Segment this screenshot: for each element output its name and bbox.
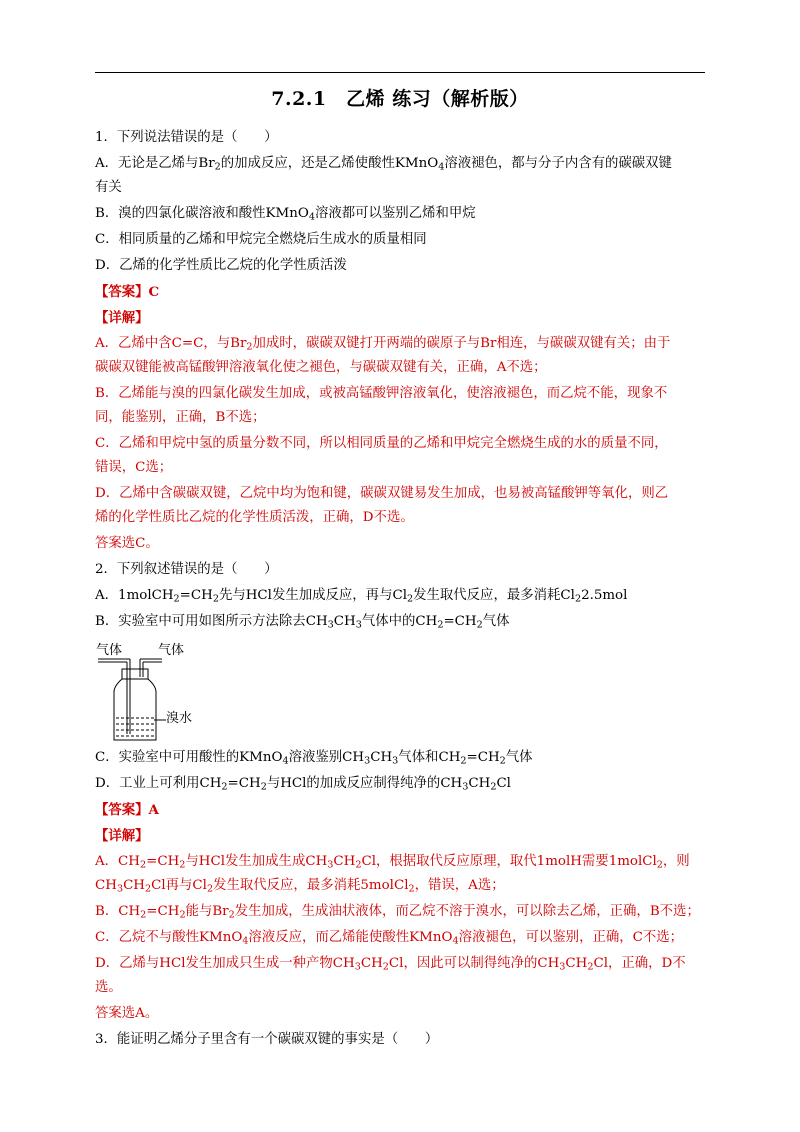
q2-explain-c: C．乙烷不与酸性KMnO$_4$溶液反应，而乙烯能使酸性KMnO$_4$溶液褪色，可以鉴别，正确，C不选； — [95, 930, 684, 947]
q1-option-d: D．乙烯的化学性质比乙烷的化学性质活泼 — [95, 258, 347, 273]
figure-gas-out-label: 气体 — [158, 643, 185, 658]
q2-option-a: A．$1molCH_2=CH_2$先与HCl发生加成反应，再与$Cl_2$发生取代反应，最多消耗$Cl_22.5mol$ — [95, 588, 628, 605]
q2-final-answer: 答案选A。 — [95, 1006, 159, 1021]
header-rule — [95, 72, 705, 73]
q1-final-answer: 答案选C。 — [95, 536, 159, 551]
figure-gas-in-label: 气体 — [96, 643, 123, 658]
gas-washing-bottle-figure — [96, 642, 206, 742]
q3-stem: 3．能证明乙烯分子里含有一个碳碳双键的事实是（ ） — [95, 1032, 439, 1047]
q2-explain-b: B．$CH_2=CH_2$能与$Br_2$发生加成，生成油状液体，而乙烷不溶于溴水，可以除去乙烯，正确，B不选； — [95, 904, 700, 921]
q1-explain-c-cont: 错误，C选； — [95, 460, 173, 475]
q1-detail-heading: 【详解】 — [95, 310, 149, 326]
q2-stem: 2．下列叙述错误的是（ ） — [95, 562, 278, 577]
q2-option-d: D．工业上可利用$CH_2=CH_2$与HCl的加成反应制得纯净的$CH_3CH_2Cl$ — [95, 776, 511, 793]
figure-bromine-water-label: 溴水 — [166, 711, 193, 726]
q2-explain-d-cont: 选。 — [95, 980, 122, 995]
q1-option-b: B．溴的四氯化碳溶液和酸性KMnO$_4$溶液都可以鉴别乙烯和甲烷 — [95, 206, 476, 223]
q1-explain-b: B．乙烯能与溴的四氯化碳发生加成，或被高锰酸钾溶液氧化，使溶液褪色，而乙烷不能，现象不 — [95, 386, 668, 401]
q1-explain-c: C．乙烯和甲烷中氢的质量分数不同，所以相同质量的乙烯和甲烷完全燃烧生成的水的质量不同， — [95, 436, 668, 451]
q1-option-a: A．无论是乙烯与$Br_2$的加成反应，还是乙烯使酸性KMnO$_4$溶液褪色，都与分子内含有的碳碳双键 — [95, 156, 672, 173]
q2-explain-a: A．$CH_2=CH_2$与HCl发生加成生成$CH_3CH_2Cl$，根据取代反应原理，取代1molH需要1molCl$_2$，则 — [95, 854, 690, 871]
q1-answer: 【答案】C — [95, 284, 160, 300]
q1-option-a-cont: 有关 — [95, 180, 122, 195]
q1-explain-d: D．乙烯中含碳碳双键，乙烷中均为饱和键，碳碳双键易发生加成，也易被高锰酸钾等氧化，则乙 — [95, 486, 669, 501]
q2-option-b: B．实验室中可用如图所示方法除去$CH_3CH_3$气体中的$CH_2=CH_2$气体 — [95, 614, 510, 631]
q1-option-c: C．相同质量的乙烯和甲烷完全燃烧后生成水的质量相同 — [95, 232, 427, 247]
q1-explain-a: A．乙烯中含C=C，与$Br_2$加成时，碳碳双键打开两端的碳原子与Br相连，与碳碳双键有关；由于 — [95, 336, 671, 353]
q2-detail-heading: 【详解】 — [95, 828, 149, 844]
q2-option-c: C．实验室中可用酸性的KMnO$_4$溶液鉴别$CH_3CH_3$气体和$CH_2=CH_2$气体 — [95, 750, 533, 767]
q2-explain-d: D．乙烯与HCl发生加成只生成一种产物$CH_3CH_2Cl$，因此可以制得纯净的$CH_3CH_2Cl$，正确，D不 — [95, 956, 686, 973]
q1-explain-a-cont: 碳碳双键能被高锰酸钾溶液氧化使之褪色，与碳碳双键有关，正确，A不选； — [95, 360, 547, 375]
q1-explain-b-cont: 同，能鉴别，正确，B不选； — [95, 410, 266, 425]
q2-explain-a-cont: $CH_3CH_2Cl$再与$Cl_2$发生取代反应，最多消耗5molCl$_2$，错误，A选； — [95, 878, 505, 895]
gas-washing-bottle-icon — [96, 642, 206, 742]
q1-explain-d-cont: 烯的化学性质比乙烷的化学性质活泼，正确，D不选。 — [95, 510, 414, 525]
q1-stem: 1．下列说法错误的是（ ） — [95, 130, 278, 145]
q2-answer: 【答案】A — [95, 802, 159, 818]
page-title: 7.2.1 乙烯 练习（解析版） — [271, 88, 529, 110]
